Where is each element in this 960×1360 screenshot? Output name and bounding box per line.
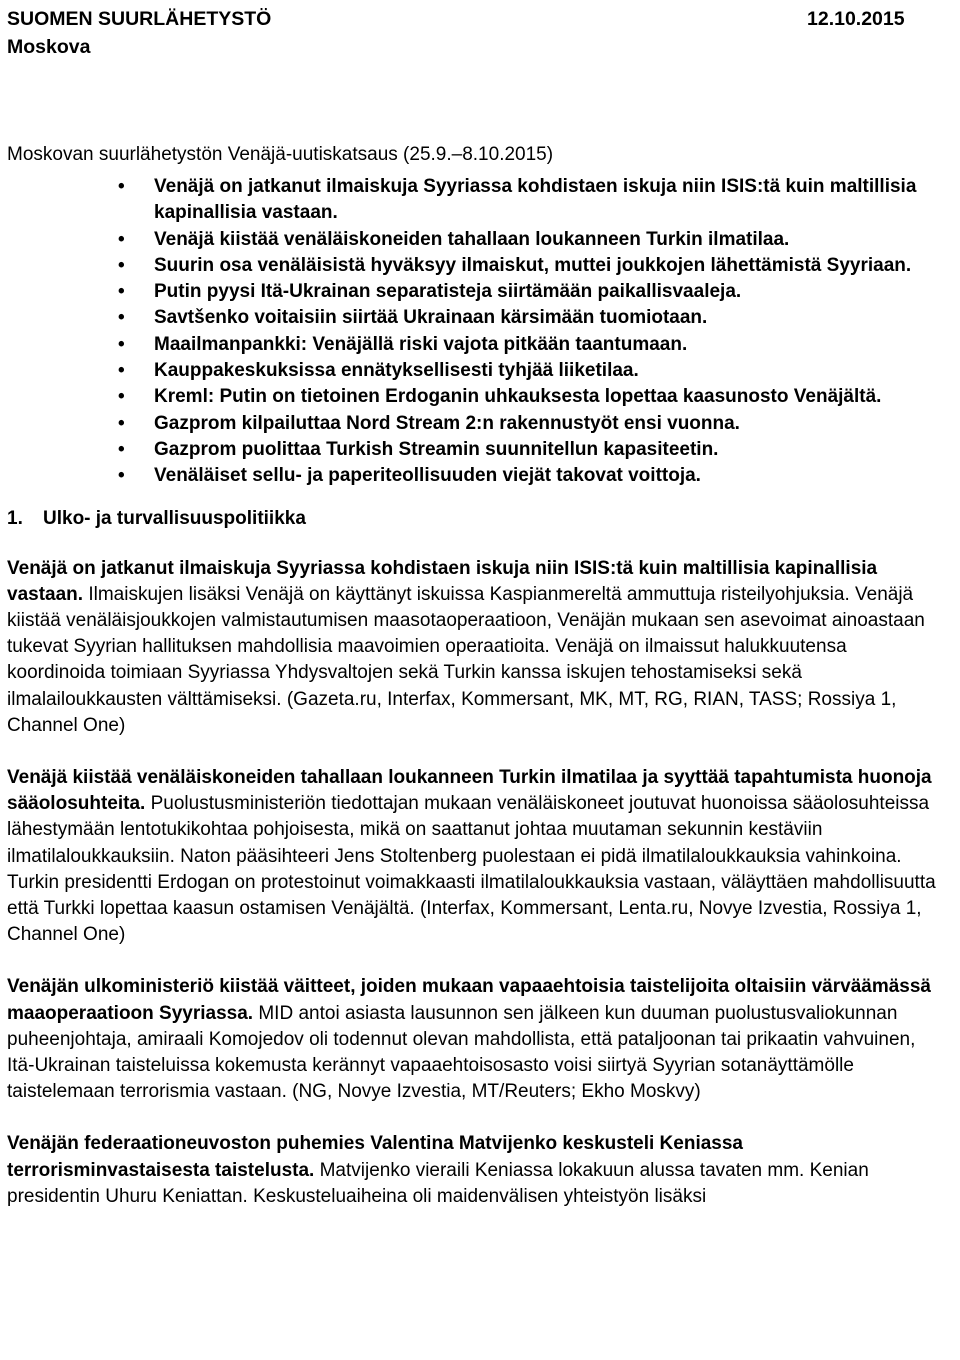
article-paragraph [7,974,938,1105]
bullet-icon: • [118,412,125,434]
organization-name: SUOMEN SUURLÄHETYSTÖ [7,8,272,30]
bullet-icon: • [118,360,125,382]
section-number: 1. [7,507,23,529]
document-header [7,6,938,62]
article-paragraph [7,1131,938,1210]
bullet-icon: • [118,307,125,329]
summary-item: • Suurin osa venäläisistä hyväksyy ilmaiskut, muttei joukkojen lähettämistä Syyriaan. [154,253,938,279]
article-lead: Venäjän federaationeuvoston puhemies Valentina Matvijenko keskusteli Keniassa terrorisminvastaisesta taistelusta. [7,1133,743,1181]
bullet-icon: • [118,438,125,460]
summary-item: • Gazprom kilpailuttaa Nord Stream 2:n rakennustyöt ensi vuonna. [154,411,938,437]
summary-item: • Kauppakeskuksissa ennätyksellisesti tyhjää liiketilaa. [154,358,938,384]
article-lead: Venäjän ulkoministeriö kiistää väitteet, joiden mukaan vapaaehtoisia taistelijoita oltaisiin värväämässä maaoperaatioon Syyriassa. [7,976,931,1024]
article-paragraph [7,556,938,739]
summary-item: • Venäjä on jatkanut ilmaiskuja Syyriassa kohdistaen iskuja niin ISIS:tä kuin maltillisia kapinallisia vastaan. [118,176,917,224]
summary-list [7,174,938,490]
article-body: MID antoi asiasta lausunnon sen jälkeen kun duuman puolustusvaliokunnan puheenjohtaja, amiraali Komojedov oli todennut olevan mahdollista, että pataljoonan tai prikaatin vahvuinen, Itä-Ukrainan taisteluissa kokemusta kerännyt vapaaehtoisosasto voisi siirtyä Syyrian sotanäyttämölle taistelemaan terrorismia vastaan. (NG, Novye Izvestia, MT/Reuters; Ekho Moskvy) [7,1002,916,1103]
section-title: Ulko- ja turvallisuuspolitiikka [43,507,306,529]
city-name: Moskova [7,36,91,58]
document-date: 12.10.2015 [807,8,905,30]
article-paragraph [7,765,938,948]
summary-item: • Venäläiset sellu- ja paperiteollisuuden viejät takovat voittoja. [154,463,938,489]
article-body: Ilmaiskujen lisäksi Venäjä on käyttänyt iskuissa Kaspianmereltä ammuttuja risteilyohjuksia. Venäjä kiistää venäläisjoukkojen valmistautumisen maasotaoperaatioon, Venäjän mukaan sen asevoimat ainoastaan tukevat Syyrian hallituksen mahdollisia maavoimien operaatioita. Venäjä on ilmaissut halukkuutensa koordinoida toimiaan Syyriassa Yhdysvaltojen sekä Turkin kanssa iskujen tehostamiseksi sekä ilmalailoukkausten välttämiseksi. (Gazeta.ru, Interfax, Kommersant, MK, MT, RG, RIAN, TASS; Rossiya 1, Channel One) [7,583,925,736]
section-heading [7,506,938,532]
bullet-icon: • [118,176,125,197]
article-body: Matvijenko vieraili Keniassa lokakuun alussa tavaten mm. Kenian presidentin Uhuru Keniattan. Keskusteluaiheina oli maidenvälisen yhteistyön lisäksi [7,1159,869,1207]
summary-item: • Kreml: Putin on tietoinen Erdoganin uhkauksesta lopettaa kaasunosto Venäjältä. [154,384,938,410]
summary-item: • Maailmanpankki: Venäjällä riski vajota pitkään taantumaan. [154,332,938,358]
bullet-icon: • [118,228,125,250]
bullet-icon: • [118,386,125,408]
bullet-icon: • [118,281,125,303]
summary-item: • Savtšenko voitaisiin siirtää Ukrainaan kärsimään tuomiotaan. [154,305,938,331]
bullet-icon: • [118,333,125,355]
summary-item: • Putin pyysi Itä-Ukrainan separatisteja siirtämään paikallisvaaleja. [154,279,938,305]
article-body: Puolustusministeriön tiedottajan mukaan venäläiskoneet joutuvat huonoissa sääolosuhteissa lähestymään lentotukikohtaa pohjoisesta, mikä on saattanut johtaa muutaman sekunnin kestäviin ilmatilaloukkauksiin. Naton pääsihteeri Jens Stoltenberg puolestaan ei pidä ilmatilaloukkauksia vahinkoina. Turkin presidentti Erdogan on protestoinut voimakkaasti ilmatilaloukkauksia vastaan, väläyttäen mahdollisuutta että Turkki lopettaa kaasun ostamisen Venäjältä. (Interfax, Kommersant, Lenta.ru, Novye Izvestia, Rossiya 1, Channel One) [7,793,936,946]
article-lead: Venäjä kiistää venäläiskoneiden tahallaan loukanneen Turkin ilmatilaa ja syyttää tapahtumista huonoja sääolosuhteita. [7,766,932,815]
article-lead: Venäjä on jatkanut ilmaiskuja Syyriassa kohdistaen iskuja niin ISIS:tä kuin maltillisia kapinallisia vastaan. [7,557,878,605]
summary-title: Moskovan suurlähetystön Venäjä-uutiskatsaus (25.9.–8.10.2015) [7,144,554,165]
bullet-icon: • [118,465,125,487]
bullet-icon: • [118,254,125,276]
summary-item: • Venäjä kiistää venäläiskoneiden tahallaan loukanneen Turkin ilmatilaa. [154,227,938,253]
summary-item: • Gazprom puolittaa Turkish Streamin suunnitellun kapasiteetin. [154,437,938,463]
